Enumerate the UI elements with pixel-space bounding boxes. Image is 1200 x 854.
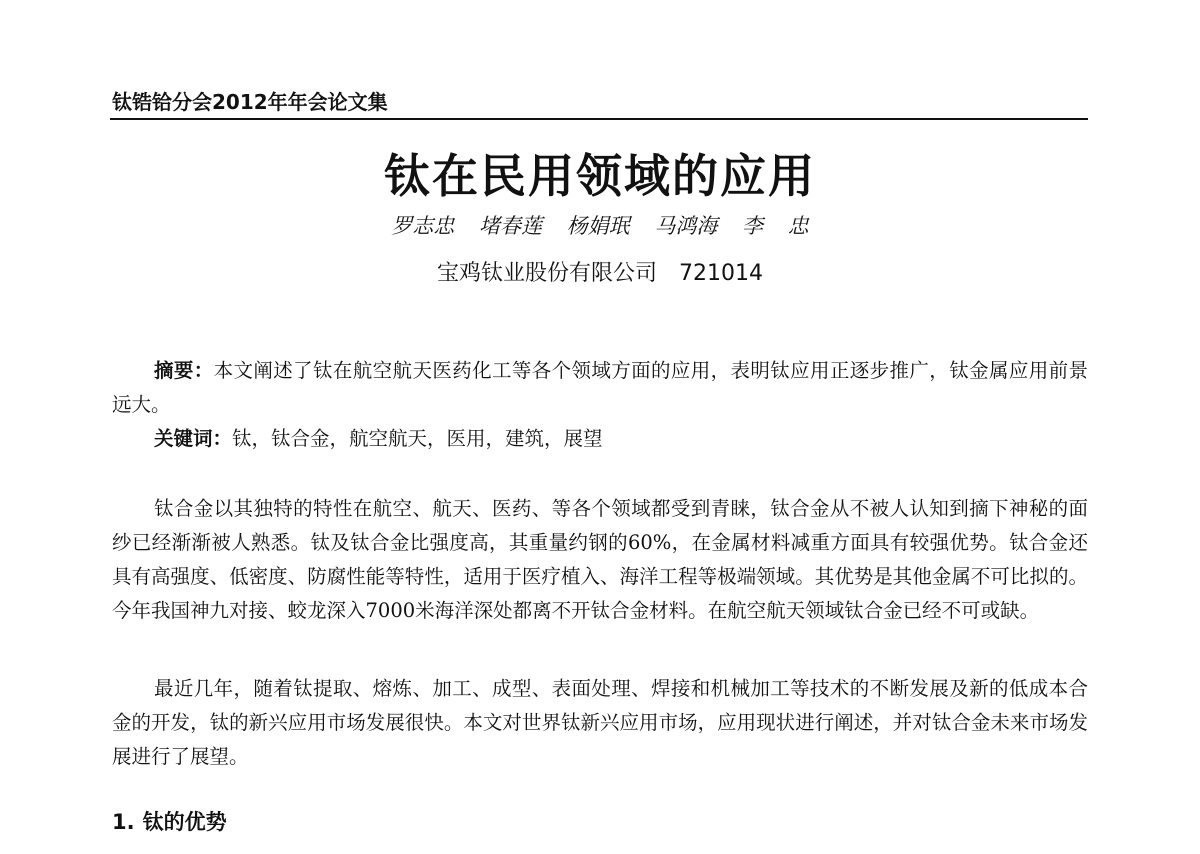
keywords-label: 关键词：: [154, 427, 233, 450]
section-heading: [112, 806, 227, 836]
keywords-text: 钛，钛合金，航空航天，医用，建筑，展望: [232, 427, 603, 450]
body-paragraph-2: 最近几年，随着钛提取、熔炼、加工、成型、表面处理、焊接和机械加工等技术的不断发展及新的低成本合金的开发，钛的新兴应用市场发展很快。本文对世界钛新兴应用市场，应用现状进行阐述，并对钛合金未来市场发展进行了展望。: [112, 677, 1088, 768]
abstract-text: 本文阐述了钛在航空航天医药化工等各个领域方面的应用，表明钛应用正逐步推广，钛金属应用前景远大。: [112, 359, 1088, 416]
section-title: 钛的优势: [142, 810, 227, 834]
affiliation: 宝鸡钛业股份有限公司: [437, 261, 658, 286]
header-rule: [110, 118, 1088, 120]
author-list: 罗志忠 堵春莲 杨娟珉 马鸿海 李 忠: [391, 214, 809, 238]
running-header: 钛锆铪分会2012年年会论文集: [112, 90, 388, 114]
abstract: [112, 354, 1088, 422]
abstract-label: 摘要：: [154, 359, 214, 382]
postal-code: 721014: [679, 261, 763, 286]
affiliation-line: [0, 256, 1200, 287]
keywords: [112, 422, 1088, 456]
section-number: 1.: [112, 810, 135, 834]
body-paragraph-1: 钛合金以其独特的特性在航空、航天、医药、等各个领域都受到青睐，钛合金从不被人认知到摘下神秘的面纱已经渐渐被人熟悉。钛及钛合金比强度高，其重量约钢的60%，在金属材料减重方面具有较强优势。钛合金还具有高强度、低密度、防腐性能等特性，适用于医疗植入、海洋工程等极端领域。其优势是其他金属不可比拟的。今年我国神九对接、蛟龙深入7000米海洋深处都离不开钛合金材料。在航空航天领域钛合金已经不可或缺。: [112, 497, 1088, 622]
paper-title: 钛在民用领域的应用: [384, 149, 816, 203]
